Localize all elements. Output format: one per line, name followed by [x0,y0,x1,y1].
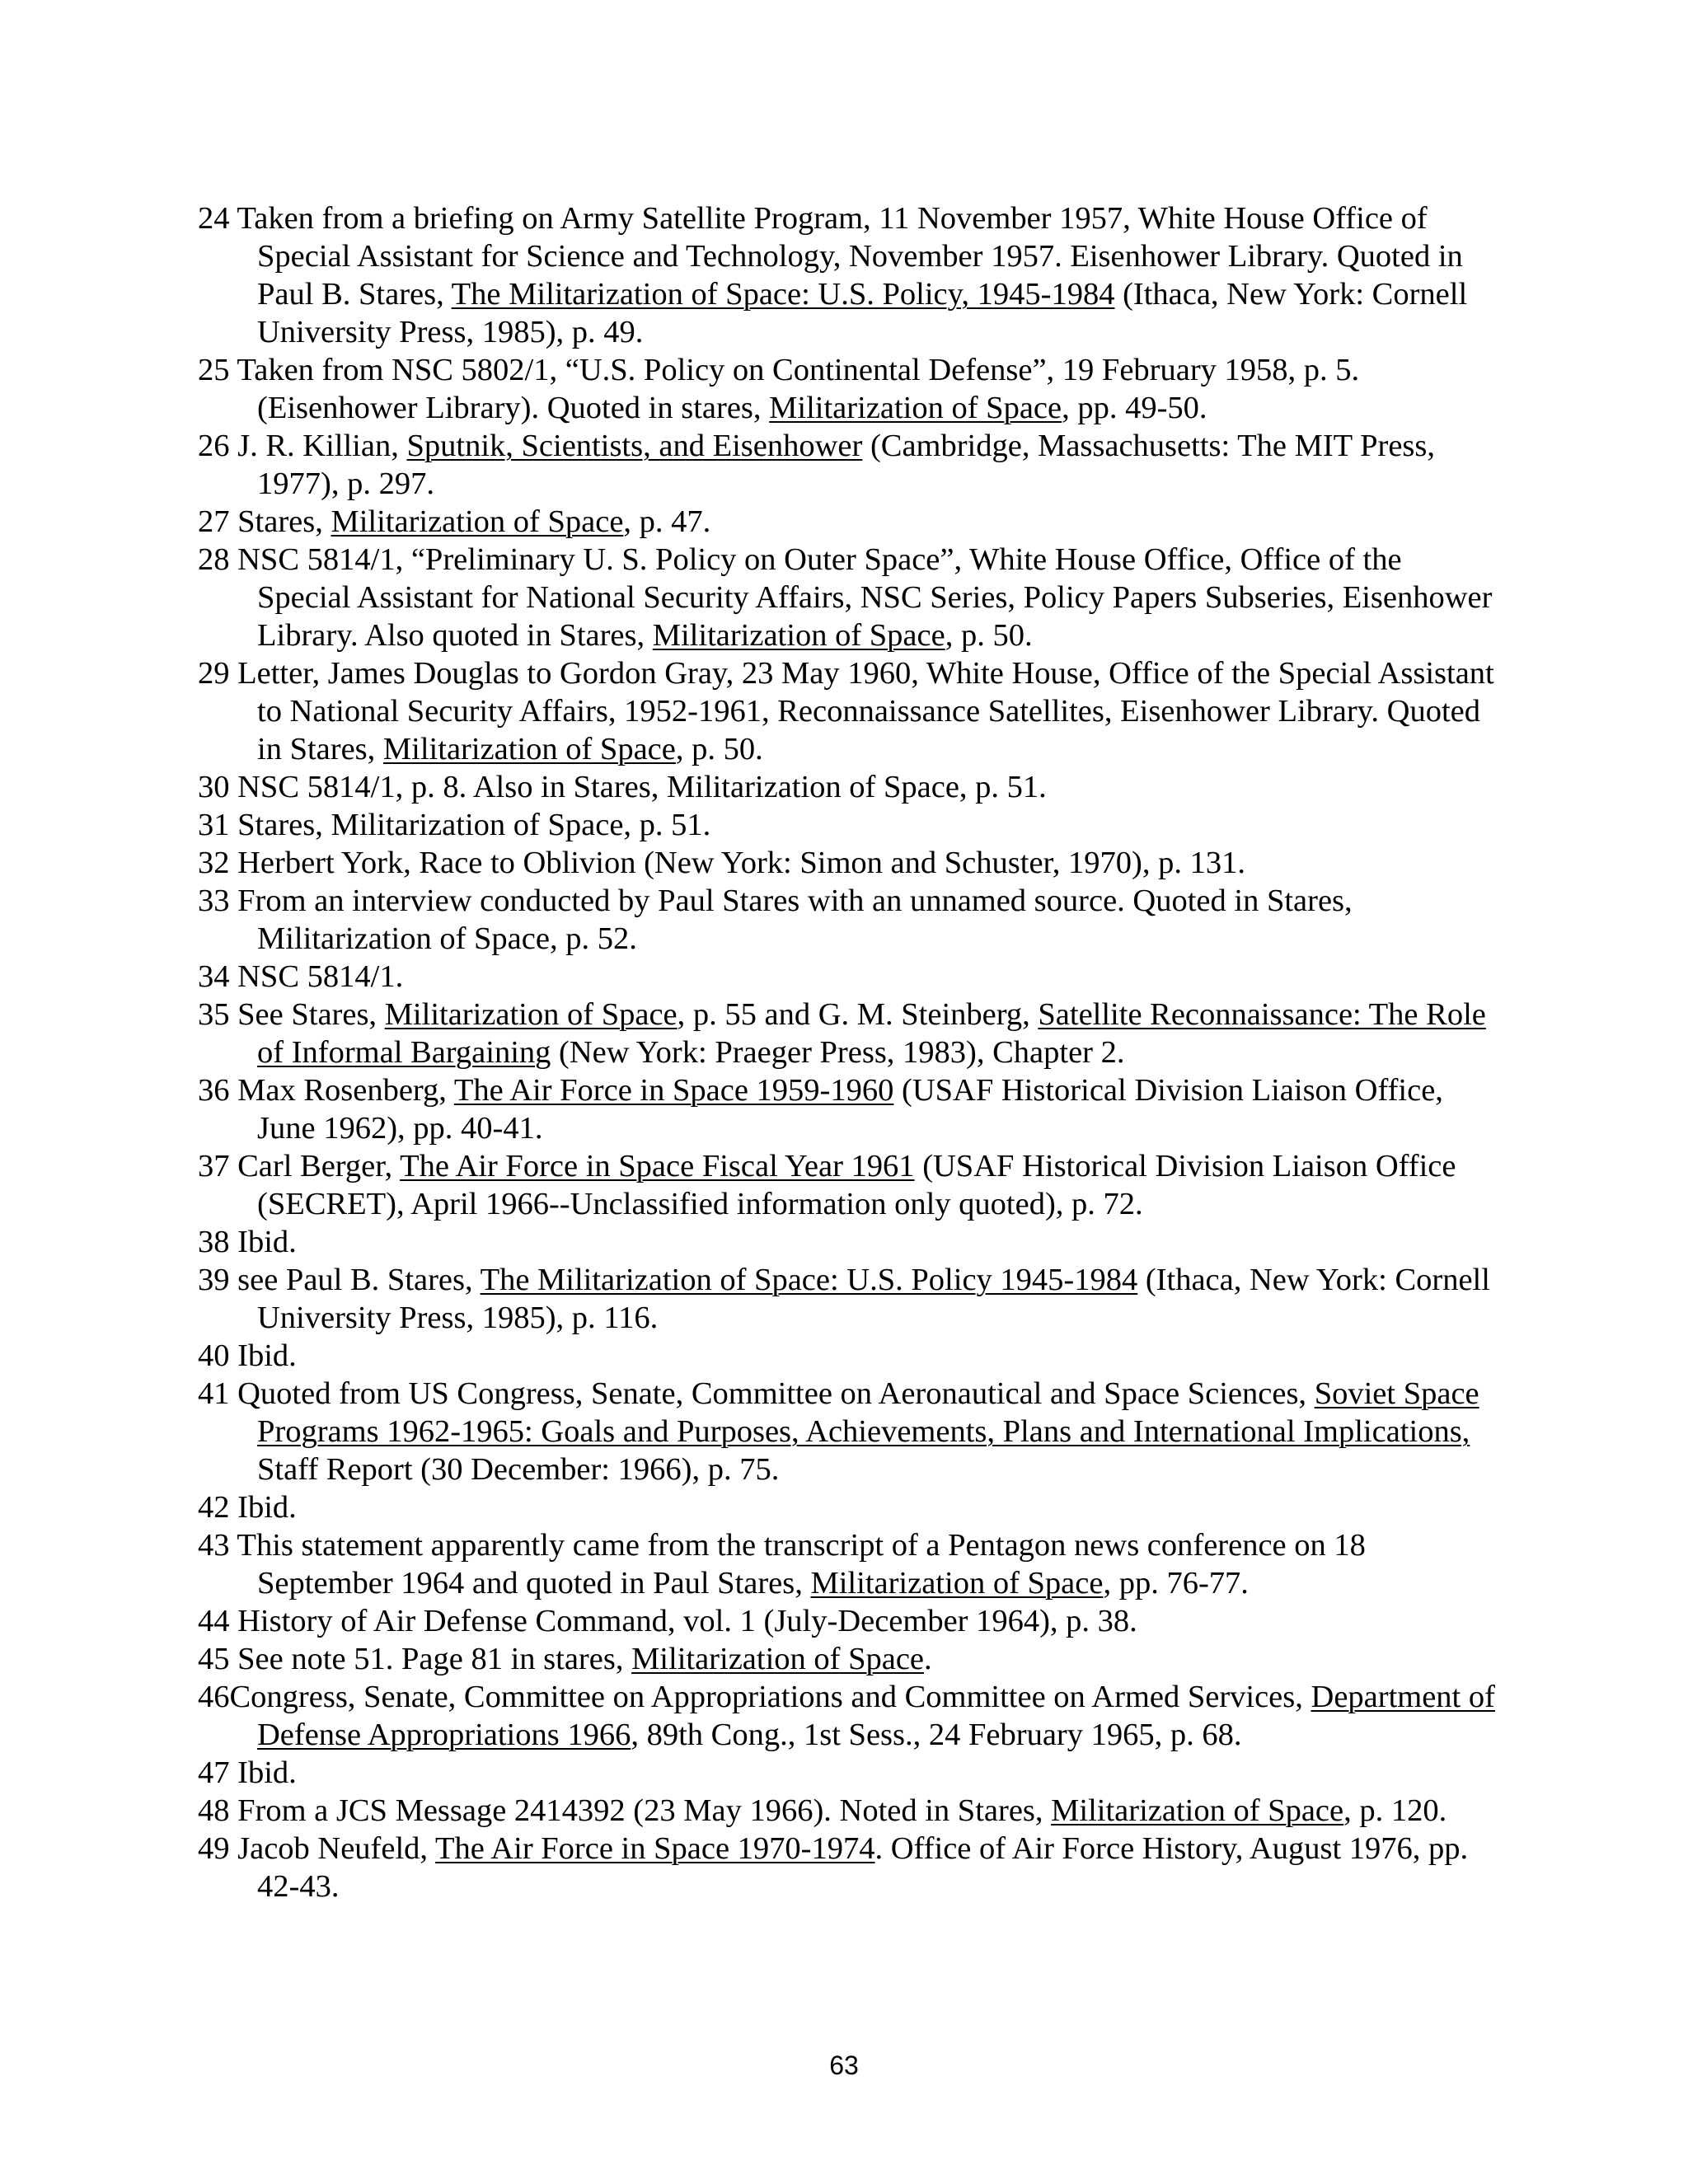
endnote [198,1375,1500,1488]
endnote-title-underlined: Sputnik, Scientists, and Eisenhower [406,429,863,463]
endnote-title-underlined: The Air Force in Space Fiscal Year 1961 [400,1149,915,1183]
endnote [198,1754,1500,1792]
endnote-text: 49 Jacob Neufeld, [198,1831,435,1866]
endnote-title-underlined: Militarization of Space [631,1642,925,1676]
endnote-text: (Ithaca, New York: Cornell University Press, 1985), p. 49. [257,277,1468,349]
endnote-text: , p. 50. [945,618,1033,653]
endnote [198,1223,1500,1261]
endnote [198,1526,1500,1602]
endnote-title-underlined: Militarization of Space [384,997,678,1032]
endnote [198,541,1500,654]
endnote [198,1488,1500,1526]
endnote [198,351,1500,427]
endnote-text: . Office of Air Force History, August 1976, pp. 42-43. [257,1831,1469,1904]
endnote-text: 26 J. R. Killian, [198,429,407,463]
endnote-text: 39 see Paul B. Stares, [198,1263,481,1297]
endnote-text: . [924,1642,932,1676]
endnote-text: 27 Stares, [198,504,331,539]
endnote-text: 36 Max Rosenberg, [198,1073,454,1108]
endnote-text: , pp. 49-50. [1062,391,1207,425]
endnote-text: 33 From an interview conducted by Paul Stares with an unnamed source. Quoted in Stares, Militarization of Space, p. 52. [198,883,1353,956]
endnote-title-underlined: Militarization of Space [769,391,1062,425]
endnote-title-underlined: The Air Force in Space 1959-1960 [453,1073,894,1108]
endnote-text: (USAF Historical Division Liaison Office, June 1962), pp. 40-41. [257,1073,1443,1146]
endnote-text: 47 Ibid. [198,1755,297,1790]
endnote-text: 45 See note 51. Page 81 in stares, [198,1642,632,1676]
endnotes-list [198,199,1500,1905]
endnote-text: 38 Ibid. [198,1225,297,1259]
endnote [198,654,1500,768]
endnote-title-underlined: Militarization of Space [810,1566,1104,1601]
endnote-text: 29 Letter, James Douglas to Gordon Gray, 23 May 1960, White House, Office of the Special Assistant to National Security Affairs, 1952-1961, Reconnaissance Satellites, Eisenhower Library. Quoted in Stares, [198,656,1494,766]
endnote [198,1678,1500,1754]
endnote-text: 48 From a JCS Message 2414392 (23 May 1966). Noted in Stares, [198,1793,1052,1828]
endnote-title-underlined: The Militarization of Space: U.S. Policy 1945-1984 [480,1263,1138,1297]
endnote-text: , pp. 76-77. [1103,1566,1249,1601]
endnote-text: 25 Taken from NSC 5802/1, “U.S. Policy on Continental Defense”, 19 February 1958, p. 5. (Eisenhower Library). Quoted in stares, [198,353,1360,425]
endnote-text: 28 NSC 5814/1, “Preliminary U. S. Policy on Outer Space”, White House Office, Office of the Special Assistant for National Security Affairs, NSC Series, Policy Papers Subseries, Eisenhower Library. Also quoted in Stares, [198,542,1493,653]
endnote-text: 32 Herbert York, Race to Oblivion (New York: Simon and Schuster, 1970), p. 131. [198,846,1246,880]
endnote [198,768,1500,806]
endnote [198,1337,1500,1375]
endnote-text: 24 Taken from a briefing on Army Satellite Program, 11 November 1957, White House Office of Special Assistant for Science and Technology, November 1957. Eisenhower Library. Quoted in Paul B. Stares, [198,201,1463,312]
endnote-text: , p. 47. [623,504,711,539]
endnote [198,199,1500,351]
endnote-text: 37 Carl Berger, [198,1149,401,1183]
endnote-text: 34 NSC 5814/1. [198,959,404,994]
endnote [198,503,1500,541]
endnote-title-underlined: Militarization of Space [652,618,945,653]
endnote-text: (Cambridge, Massachusetts: The MIT Press, 1977), p. 297. [257,429,1436,501]
page-number: 63 [829,2050,859,2080]
endnote [198,1261,1500,1337]
endnote-text: 42 Ibid. [198,1490,297,1525]
endnote-text: , 89th Cong., 1st Sess., 24 February 1965, p. 68. [631,1718,1242,1752]
endnote-title-underlined: The Air Force in Space 1970-1974 [434,1831,875,1866]
endnote-title-underlined: The Militarization of Space: U.S. Policy, 1945-1984 [451,277,1115,312]
endnote-text: , p. 55 and G. M. Steinberg, [677,997,1039,1032]
endnote-title-underlined: Soviet Space Programs 1962-1965: Goals and Purposes, Achievements, Plans and International Implications, [257,1376,1479,1449]
endnote-text: (Ithaca, New York: Cornell University Press, 1985), p. 116. [257,1263,1490,1335]
endnote-text: , p. 120. [1343,1793,1447,1828]
endnote-title-underlined: Militarization of Space [1051,1793,1344,1828]
endnote [198,844,1500,882]
endnote-text: (USAF Historical Division Liaison Office (SECRET), April 1966--Unclassified information only quoted), p. 72. [257,1149,1456,1221]
endnote-text: , p. 50. [675,732,763,766]
endnote-text: 40 Ibid. [198,1338,297,1373]
endnote [198,882,1500,958]
endnote-text: 30 NSC 5814/1, p. 8. Also in Stares, Militarization of Space, p. 51. [198,770,1047,804]
endnote-text: 43 This statement apparently came from the transcript of a Pentagon news conference on 18 September 1964 and quoted in Paul Stares, [198,1528,1366,1601]
endnote [198,996,1500,1071]
endnote-text: Staff Report (30 December: 1966), p. 75. [257,1452,780,1487]
endnote [198,958,1500,996]
endnote [198,1602,1500,1640]
endnote-title-underlined: Militarization of Space [331,504,624,539]
endnote-title-underlined: Militarization of Space [382,732,676,766]
endnote [198,1792,1500,1830]
endnote-text: 44 History of Air Defense Command, vol. 1 (July-December 1964), p. 38. [198,1604,1137,1638]
endnote-text: 41 Quoted from US Congress, Senate, Committee on Aeronautical and Space Sciences, [198,1376,1315,1411]
endnote [198,806,1500,844]
endnote [198,1071,1500,1147]
endnote [198,427,1500,503]
endnote-text: 46Congress, Senate, Committee on Appropriations and Committee on Armed Services, [198,1680,1311,1714]
endnote-text: 35 See Stares, [198,997,385,1032]
endnote-title-underlined: Satellite Reconnaissance: The Role of Informal Bargaining [257,997,1486,1070]
endnote-title-underlined: Department of Defense Appropriations 1966 [257,1680,1495,1752]
endnote [198,1640,1500,1678]
endnote [198,1147,1500,1223]
endnote-text: 31 Stares, Militarization of Space, p. 51. [198,808,711,842]
endnote [198,1830,1500,1905]
endnote-text: (New York: Praeger Press, 1983), Chapter 2. [551,1035,1125,1070]
